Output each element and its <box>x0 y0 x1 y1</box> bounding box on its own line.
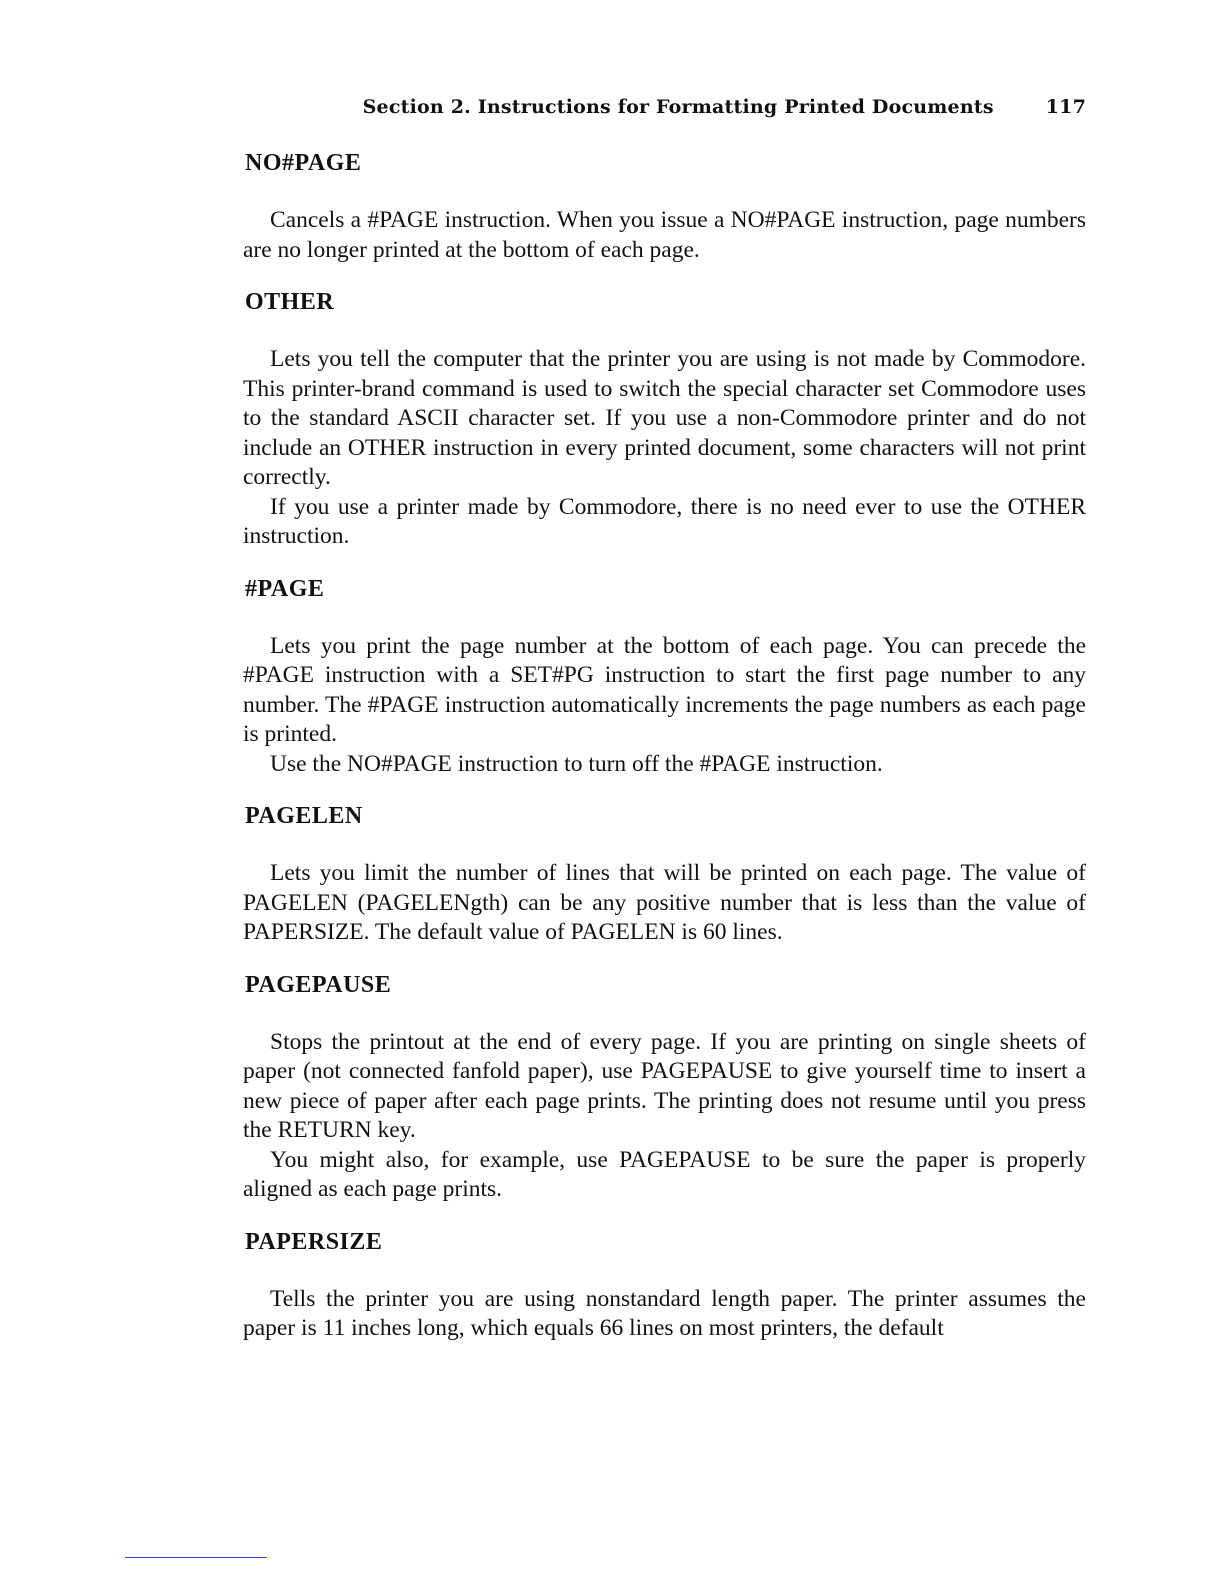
section-heading: PAGEPAUSE <box>245 971 392 998</box>
section-heading: PAPERSIZE <box>245 1228 383 1255</box>
section-heading: NO#PAGE <box>245 150 362 176</box>
running-header <box>243 96 1086 130</box>
paragraph: Lets you tell the computer that the printer you are using is not made by Commodore. This printer-brand command is used to switch the special character set Commodore uses to the standard ASCII character set. If you use a non-Commodore printer and do not include an OTHER instruction in every printed document, some characters will not print correctly. <box>243 346 1086 490</box>
paragraph: If you use a printer made by Commodore, there is no need ever to use the OTHER instruction. <box>243 493 1086 549</box>
section-heading: #PAGE <box>245 575 325 602</box>
paragraph: Stops the printout at the end of every page. If you are printing on single sheets of paper (not connected fanfold paper), use PAGEPAUSE to give yourself time to insert a new piece of paper after each page prints. The printing does not resume until you press the RETURN key. <box>243 1028 1086 1143</box>
page-number: 117 <box>1045 96 1086 118</box>
document-page <box>243 96 1086 1344</box>
paragraph: Lets you limit the number of lines that will be printed on each page. The value of PAGELEN (PAGELENgth) can be any positive number that is less than the value of PAPERSIZE. The default value of PAGELEN is 60 lines. <box>243 860 1086 945</box>
section-pagepause <box>243 970 1086 1205</box>
section-heading: PAGELEN <box>245 803 363 829</box>
paragraph: Lets you print the page number at the bottom of each page. You can precede the #PAGE instruction with a SET#PG instruction to start the first page number to any number. The #PAGE instruction automatically increments the page numbers as each page is printed. <box>243 632 1086 747</box>
section-heading: OTHER <box>245 289 335 315</box>
paragraph: You might also, for example, use PAGEPAUSE to be sure the paper is properly aligned as each page prints. <box>243 1146 1086 1202</box>
section-other <box>243 287 1086 552</box>
paragraph: Use the NO#PAGE instruction to turn off the #PAGE instruction. <box>270 750 883 777</box>
section-papersize <box>243 1227 1086 1344</box>
footnote-rule <box>125 1557 267 1558</box>
paragraph: Cancels a #PAGE instruction. When you issue a NO#PAGE instruction, page numbers are no longer printed at the bottom of each page. <box>243 207 1086 263</box>
section-pagelen <box>243 801 1086 948</box>
paragraph: Tells the printer you are using nonstandard length paper. The printer assumes the paper is 11 inches long, which equals 66 lines on most printers, the default <box>243 1285 1086 1341</box>
running-header-title: Section 2. Instructions for Formatting Printed Documents <box>362 96 994 118</box>
section-no-page <box>243 148 1086 265</box>
section-page <box>243 574 1086 780</box>
